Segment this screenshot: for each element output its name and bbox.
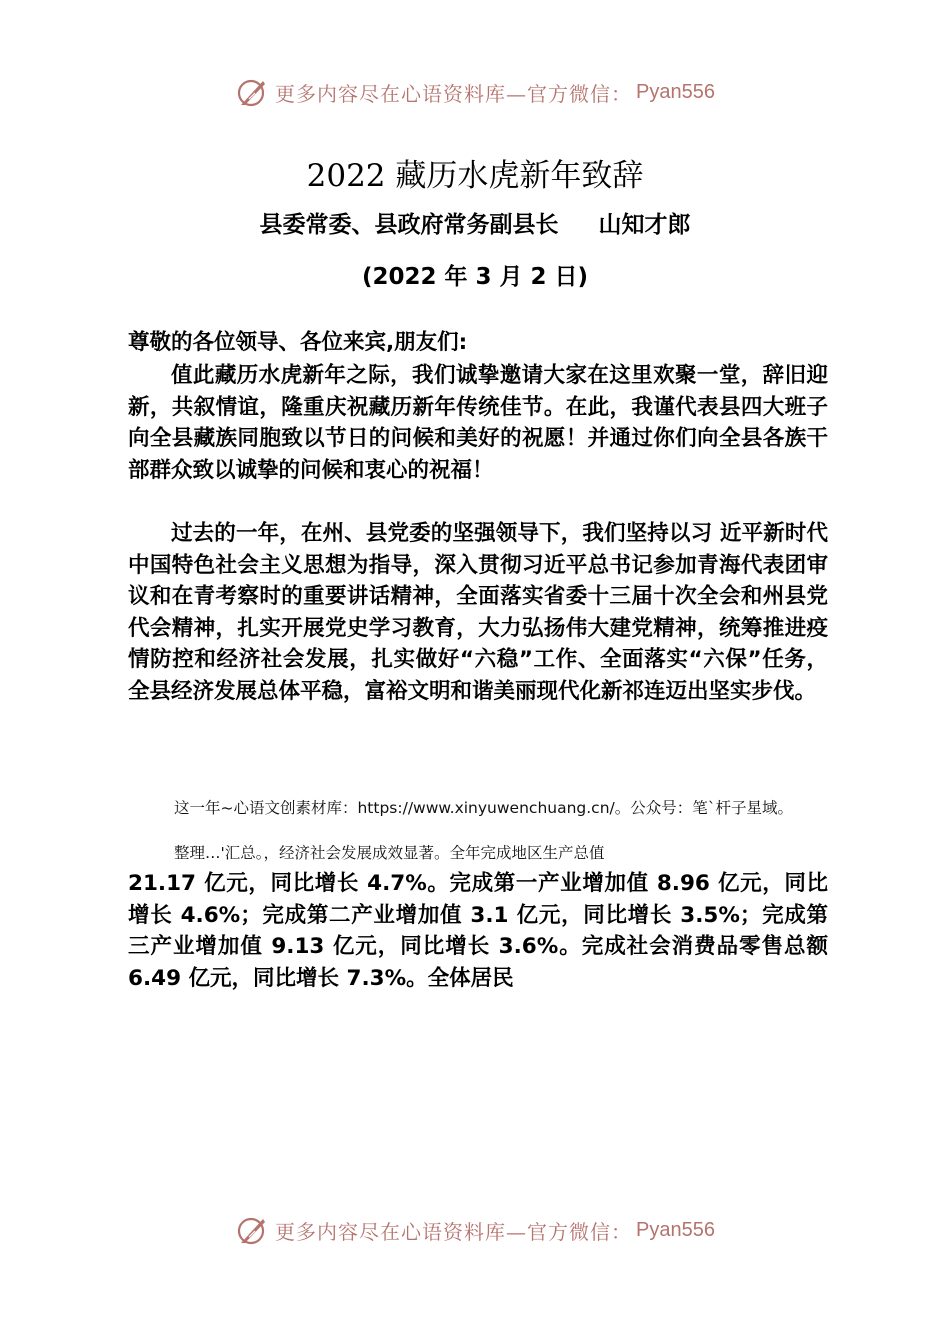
speaker-line (0, 206, 950, 239)
paragraph-2: 过去的一年，在州、县党委的坚强领导下，我们坚持以习 近平新时代中国特色社会主义思想为指导，深入贯彻习近平总书记参加青海代表团审议和在青考察时的重要讲话精神，全面落实省委十三届十次全会和州县党代会精神，扎实开展党史学习教育，大力弘扬伟大建党精神，统筹推进疫情防控和经济社会发展，扎实做好“六稳”工作、全面落实“六保”任务，全县经济发展总体平稳，富裕文明和谐美丽现代化新祁连迈出坚实步伐。 (128, 521, 828, 704)
greeting: 尊敬的各位领导、各位来宾,朋友们: (128, 330, 468, 355)
document-title: 2022 藏历水虎新年致辞 (306, 158, 644, 194)
banner-wechat-id: Pyan556 (636, 1218, 715, 1241)
quill-pen-circle-icon (235, 1213, 269, 1247)
paragraph-3-continued: 21.17 亿元，同比增长 4.7%。完成第一产业增加值 8.96 亿元，同比增长 4.6%；完成第二产业增加值 3.1 亿元，同比增长 3.5%；完成第三产业增加值 9.13 亿元，同比增长 3.6%。完成社会消费品零售总额 6.49 亿元，同比增长 7.3%。全体居民 (128, 871, 828, 991)
header-banner (0, 72, 950, 112)
quill-pen-circle-icon (235, 75, 269, 109)
speaker-role: 县委常委、县政府常务副县长 (259, 212, 559, 238)
watermark-line-2: 整理…'汇总。，经济社会发展成效显著。全年完成地区生产总值 (174, 844, 605, 862)
watermark-line-1: 这一年~心语文创素材库：https://www.xinyuwenchuang.cn/。公众号：笔`杆子星域。 (174, 799, 793, 817)
banner-text: 更多内容尽在心语资料库—官方微信： (275, 81, 633, 106)
banner-wechat-id: Pyan556 (636, 80, 715, 103)
banner-text: 更多内容尽在心语资料库—官方微信： (275, 1219, 633, 1244)
speaker-name: 山知才郎 (598, 212, 691, 238)
speech-date: (2022 年 3 月 2 日) (361, 264, 589, 290)
footer-banner (0, 1210, 950, 1250)
paragraph-1: 值此藏历水虎新年之际，我们诚挚邀请大家在这里欢聚一堂，辞旧迎新，共叙情谊，隆重庆祝藏历新年传统佳节。在此，我谨代表县四大班子向全县藏族同胞致以节日的问候和美好的祝愿！并通过你们向全县各族干部群众致以诚挚的问候和衷心的祝福！ (128, 363, 828, 483)
